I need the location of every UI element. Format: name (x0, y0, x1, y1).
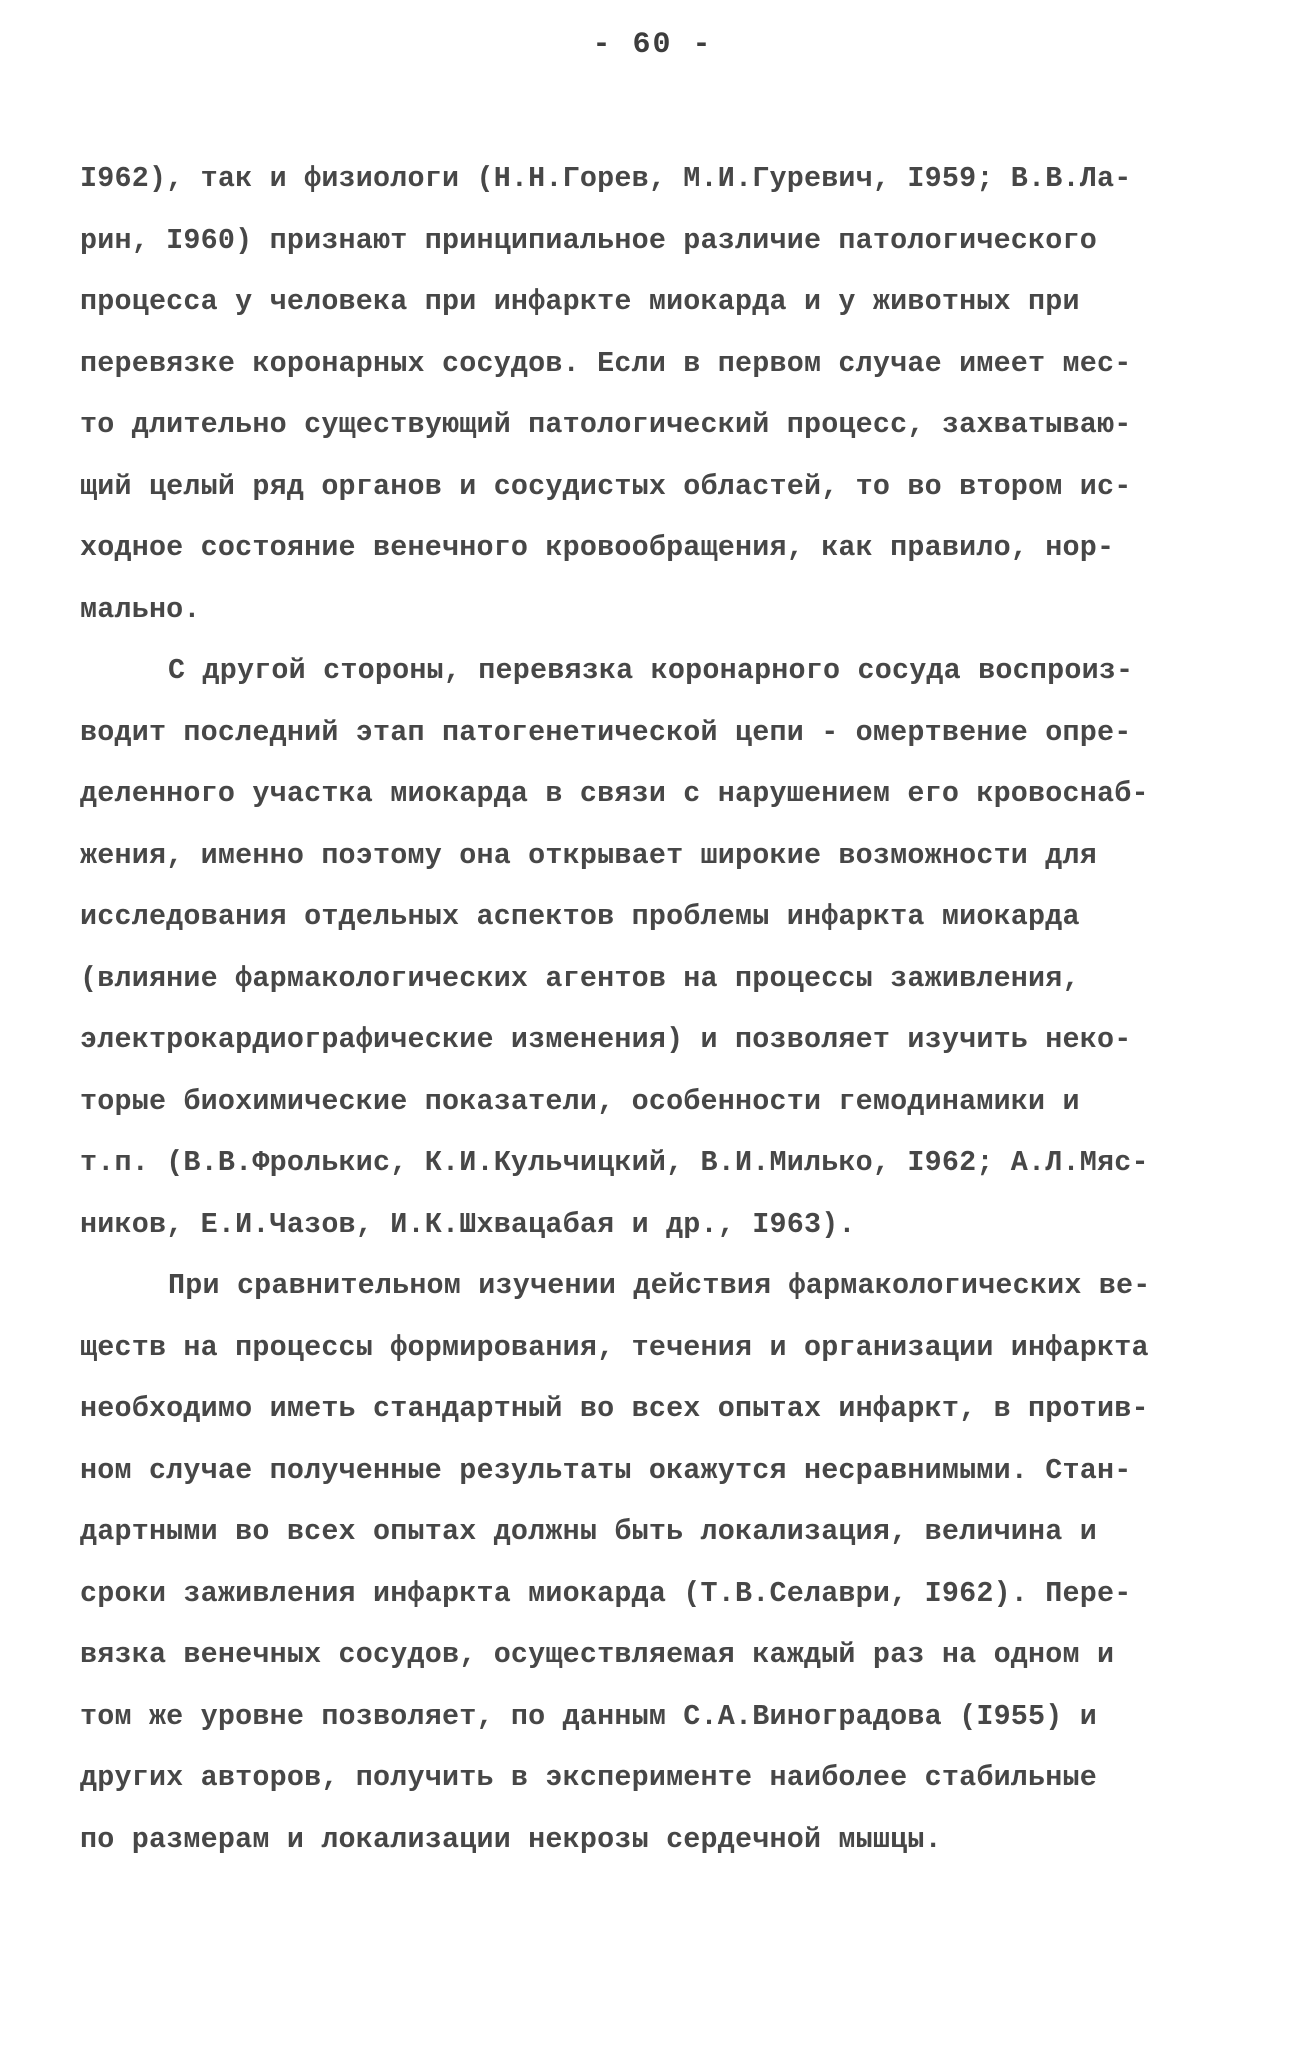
text-line: С другой стороны, перевязка коронарного сосуда воспроиз- (168, 654, 1134, 687)
text-line: ном случае полученные результаты окажутся несравнимыми. Стан- (80, 1453, 1132, 1487)
text-line: ников, Е.И.Чазов, И.К.Шхвацабая и др., I963). (80, 1207, 856, 1241)
paragraph-3 (80, 1255, 1250, 1870)
text-line: водит последний этап патогенетической цепи - омертвение опре- (80, 715, 1132, 749)
text-line: процесса у человека при инфаркте миокарда и у животных при (80, 285, 1080, 318)
text-line: т.п. (В.В.Фролькис, К.И.Кульчицкий, В.И.Милько, I962; А.Л.Мяс- (80, 1146, 1149, 1179)
text-line: деленного участка миокарда в связи с нарушением его кровоснаб- (80, 777, 1149, 810)
text-line: щий целый ряд органов и сосудистых областей, то во втором ис- (80, 469, 1132, 503)
text-line: дартными во всех опытах должны быть локализация, величина и (80, 1515, 1097, 1548)
text-line: том же уровне позволяет, по данным С.А.Виноградова (I955) и (80, 1699, 1097, 1733)
text-line: сроки заживления инфаркта миокарда (Т.В.Селаври, I962). Пере- (80, 1576, 1132, 1610)
text-line: торые биохимические показатели, особенности гемодинамики и (80, 1084, 1080, 1118)
text-line: ходное состояние венечного кровообращения, как правило, нор- (80, 531, 1115, 564)
paragraph-1 (80, 148, 1250, 640)
paragraph-2 (80, 640, 1250, 1255)
text-line: При сравнительном изучении действия фармакологических ве- (168, 1269, 1151, 1302)
text-line: исследования отдельных аспектов проблемы инфаркта миокарда (80, 900, 1080, 933)
text-line: (влияние фармакологических агентов на процессы заживления, (80, 961, 1080, 995)
text-line: по размерам и локализации некрозы сердечной мышцы. (80, 1822, 942, 1856)
text-line: жения, именно поэтому она открывает широкие возможности для (80, 838, 1097, 872)
text-line: ществ на процессы формирования, течения и организации инфаркта (80, 1330, 1149, 1364)
text-line: рин, I960) признают принципиальное различие патологического (80, 223, 1097, 257)
page-number: - 60 - (592, 28, 713, 62)
text-line: мально. (80, 592, 201, 626)
text-line: то длительно существующий патологический процесс, захватываю- (80, 408, 1132, 441)
text-line: перевязке коронарных сосудов. Если в первом случае имеет мес- (80, 346, 1132, 380)
text-line: I962), так и физиологи (Н.Н.Горев, М.И.Гуревич, I959; В.В.Ла- (80, 162, 1132, 195)
document-body (80, 148, 1250, 1870)
text-line: необходимо иметь стандартный во всех опытах инфаркт, в против- (80, 1392, 1149, 1425)
text-line: других авторов, получить в эксперименте наиболее стабильные (80, 1761, 1097, 1794)
text-line: вязка венечных сосудов, осуществляемая каждый раз на одном и (80, 1638, 1115, 1671)
text-line: электрокардиографические изменения) и позволяет изучить неко- (80, 1023, 1132, 1056)
